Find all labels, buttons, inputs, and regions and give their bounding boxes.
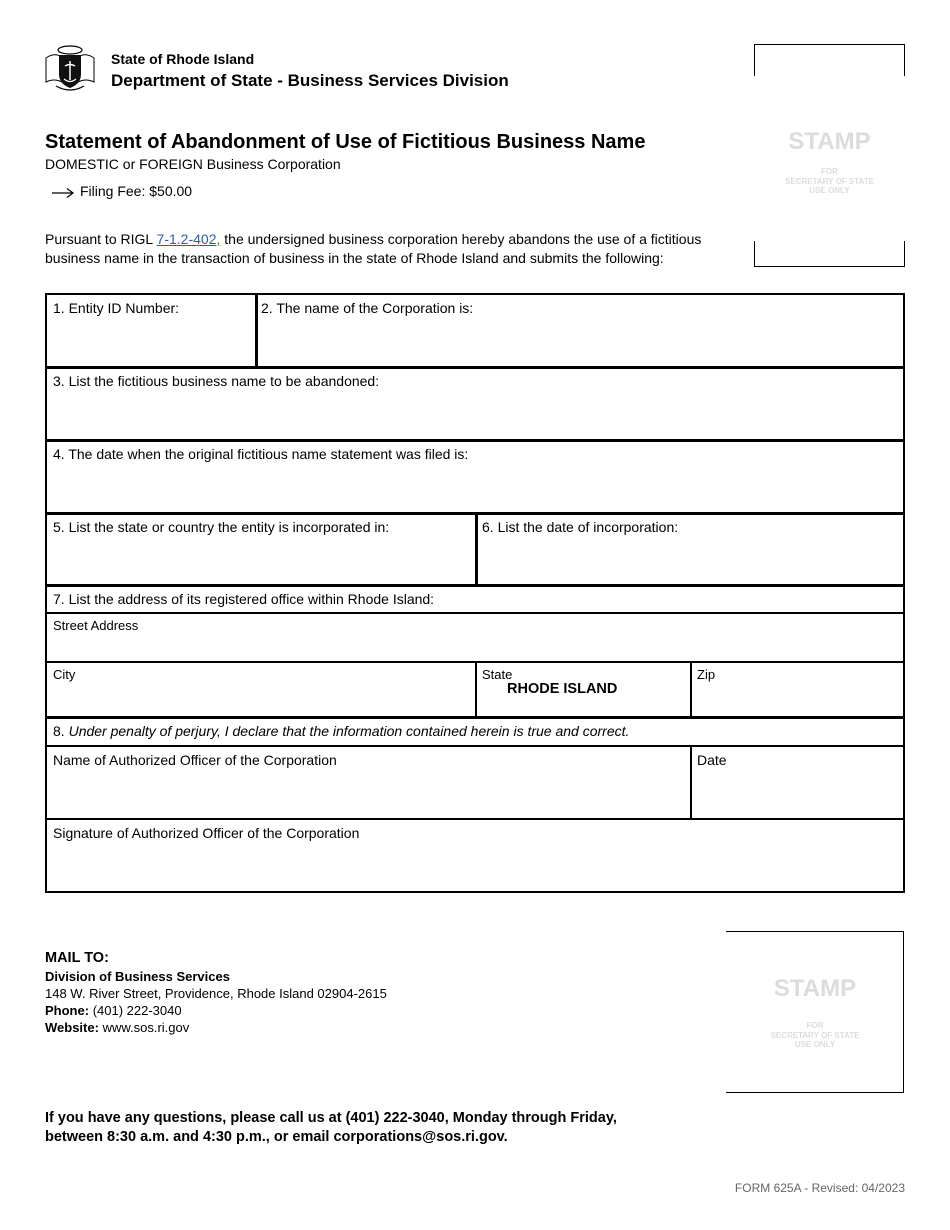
zip-field[interactable] [693,683,899,715]
city-field[interactable] [47,683,473,715]
signature-label: Signature of Authorized Officer of the Corporation [53,825,360,841]
filing-fee [52,183,192,199]
state-label: State [482,667,513,682]
mail-address: 148 W. River Street, Providence, Rhode Island 02904-2615 [45,986,387,1001]
officer-name-field[interactable] [47,773,689,817]
street-address-label: Street Address [53,618,139,633]
mail-phone: Phone: (401) 222-3040 [45,1003,182,1018]
perjury-declaration: 8. Under penalty of perjury, I declare that the information contained herein is true and correct. [53,723,630,739]
stamp-box-top [754,44,905,267]
page-title: Statement of Abandonment of Use of Fictitious Business Name [45,131,646,153]
incorporation-date-label: 6. List the date of incorporation: [482,519,679,535]
fictitious-name-field[interactable] [47,394,899,438]
street-address-field[interactable] [47,635,899,660]
incorporation-date-field[interactable] [479,540,899,583]
form-table [45,293,905,893]
page-subtitle: DOMESTIC or FOREIGN Business Corporation [45,156,341,172]
form-number: FORM 625A - Revised: 04/2023 [734,1181,905,1195]
mail-to-heading: MAIL TO: [45,950,109,966]
corporation-name-field[interactable] [259,321,899,365]
incorporation-state-field[interactable] [47,540,473,583]
original-filing-date-field[interactable] [47,467,899,511]
date-field[interactable] [693,773,899,817]
signature-field[interactable] [47,846,899,890]
intro-paragraph: Pursuant to RIGL 7-1.2-402, the undersigned business corporation hereby abandons the use of a fictitious business name in the transaction of business in the state of Rhode Island and submits the following: [45,231,702,266]
rigl-link[interactable]: 7-1.2-402, [156,231,221,247]
stamp-label: STAMP [788,128,871,155]
incorporation-state-label: 5. List the state or country the entity is incorporated in: [53,519,390,535]
city-label: City [53,667,76,682]
state-name: State of Rhode Island [111,51,255,67]
state-value: RHODE ISLAND [507,681,618,697]
entity-id-label: 1. Entity ID Number: [53,300,180,316]
original-filing-date-label: 4. The date when the original fictitious name statement was filed is: [53,446,469,462]
department-name: Department of State - Business Services Division [111,71,509,90]
state-seal-icon [44,44,96,92]
mail-to-block [45,950,387,1036]
stamp-note: FOR SECRETARY OF STATE USE ONLY [770,1021,860,1049]
mail-website: Website: www.sos.ri.gov [45,1020,190,1035]
filing-fee-text: Filing Fee: $50.00 [80,183,193,199]
stamp-box-bottom [726,931,904,1093]
entity-id-field[interactable] [47,321,253,365]
registered-office-label: 7. List the address of its registered office within Rhode Island: [53,591,435,607]
mail-division: Division of Business Services [45,969,230,984]
questions-note: If you have any questions, please call us at (401) 222-3040, Monday through Friday, between 8:30 a.m. and 4:30 p.m., or email corporations@sos.ri.gov. [45,1110,617,1145]
stamp-note: FOR SECRETARY OF STATE USE ONLY [785,167,874,195]
stamp-label: STAMP [773,975,857,1002]
date-label: Date [697,752,727,768]
arrow-right-icon [52,187,74,199]
zip-label: Zip [697,667,716,682]
corporation-name-label: 2. The name of the Corporation is: [261,300,474,316]
officer-name-label: Name of Authorized Officer of the Corporation [53,752,337,768]
fictitious-name-label: 3. List the fictitious business name to be abandoned: [53,373,380,389]
